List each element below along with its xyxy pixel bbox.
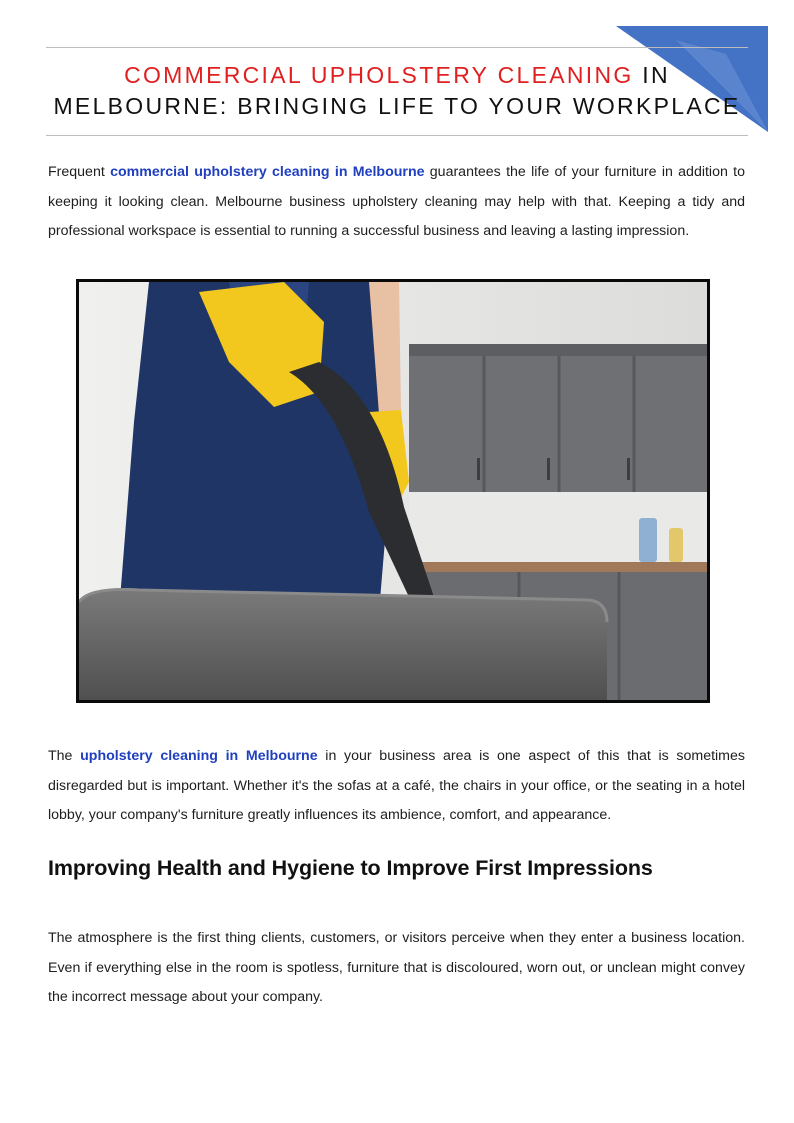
title-rest: IN MELBOURNE: BRINGING LIFE TO YOUR WORKPLACE	[53, 62, 741, 119]
second-text-end: in your business area is one aspect of this that is sometimes disregarded but is important. Whether it's the sofas at a café, the chairs in your office, or the seating in a hotel lobby, your company's furniture greatly influences its ambience, comfort, and appearance.	[48, 748, 745, 823]
page-title	[46, 60, 748, 122]
intro-text-end: guarantees the life of your furniture in addition to keeping it looking clean. Melbourne business upholstery cleaning may help with that. Keeping a tidy and professional workspace is essential to running a successful business and leaving a lasting impression.	[48, 164, 745, 239]
section-heading: Improving Health and Hygiene to Improve First Impressions	[48, 856, 653, 880]
upholstery-cleaning-link[interactable]: upholstery cleaning in Melbourne	[80, 748, 318, 764]
second-text-start: The	[48, 748, 81, 764]
header-bottom-rule	[46, 135, 748, 136]
commercial-upholstery-link[interactable]: commercial upholstery cleaning in Melbourne	[110, 164, 425, 180]
cleaning-photo	[76, 279, 710, 703]
intro-text-start: Frequent	[48, 164, 111, 180]
second-paragraph	[48, 742, 745, 831]
third-paragraph: The atmosphere is the first thing clients, customers, or visitors perceive when they enter a business location. Even if everything else in the room is spotless, furniture that is discoloured, worn out, or unclean might convey the incorrect message about your company.	[48, 930, 745, 1005]
title-accent: COMMERCIAL UPHOLSTERY CLEANING	[124, 62, 634, 88]
intro-paragraph	[48, 158, 745, 247]
header-top-rule	[46, 47, 748, 48]
